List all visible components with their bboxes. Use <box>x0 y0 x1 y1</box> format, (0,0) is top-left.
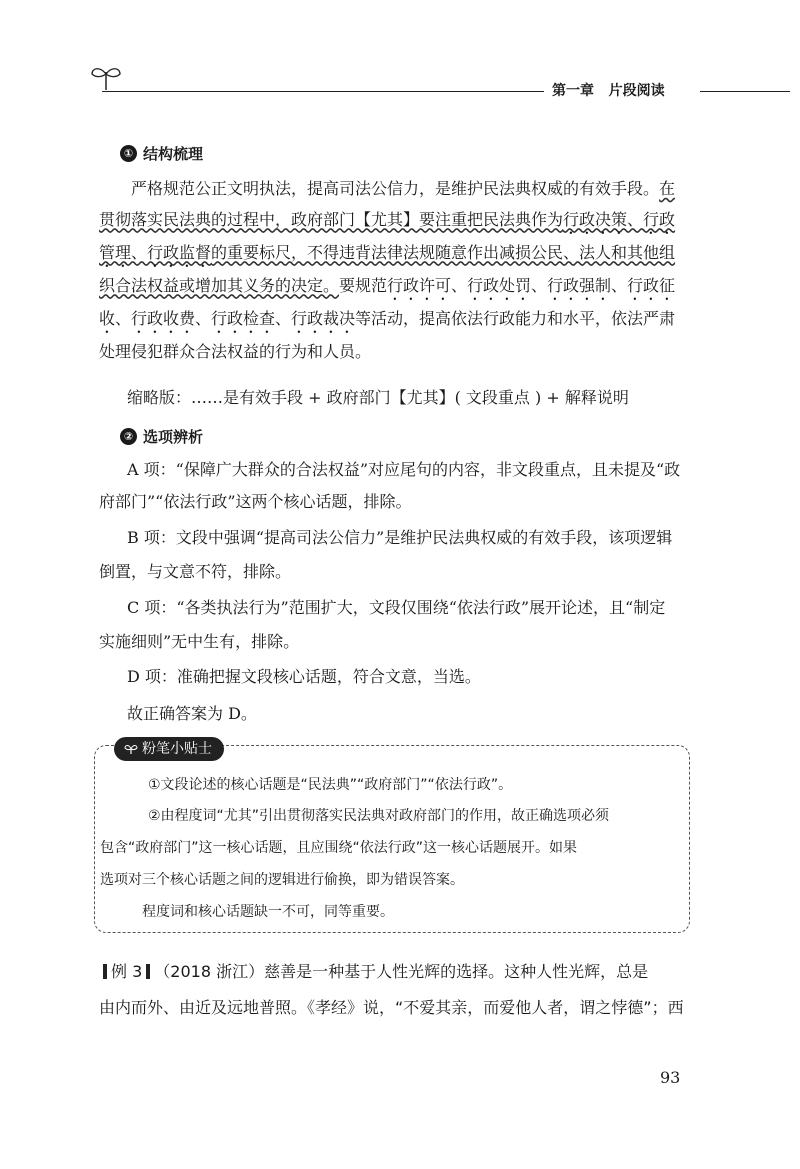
example-line-1: 例 3 （2018 浙江）慈善是一种基于人性光辉的选择。这种人性光辉，总是 <box>99 960 699 984</box>
header-rule-right <box>700 91 790 92</box>
option-c-line-2: 实施细则”无中生有，排除。 <box>99 632 300 651</box>
paragraph-plain-text: 严格规范公正文明执法，提高司法公信力，是维护民法典权威的有效手段。 <box>131 179 660 198</box>
chapter-title: 片段阅读 <box>608 83 665 99</box>
section-title: 选项辨析 <box>143 428 204 446</box>
option-a-line-2: 府部门”“依法行政”这两个核心话题，排除。 <box>99 492 412 511</box>
example-bar-right <box>146 964 150 979</box>
dotted-emphasis-text: 行政许可、行政处罚、行政强制、行政征收、行政收费、行政检查、行政裁决 <box>99 275 676 328</box>
answer-line: 故正确答案为 D。 <box>127 704 257 723</box>
sprout-icon <box>88 62 124 92</box>
option-b-line-1: B 项：文段中强调“提高司法公信力”是维护民法典权威的有效手段，该项逻辑 <box>127 528 673 547</box>
tip-badge <box>114 737 224 761</box>
summary-line: 缩略版：……是有效手段 + 政府部门【尤其】( 文段重点 ) + 解释说明 <box>127 388 629 407</box>
wavy-underlined-text: 在贯彻落实民法典的过程中，政府部门【尤其】要注重把民法典作为 <box>99 179 676 229</box>
example-label: 例 3 <box>111 962 143 981</box>
wavy-underlined-text: 的重要标尺，不得违背法律法规随意作出减损公民、法人和其他组织合法权益或增加其义务的决定。 <box>99 242 676 295</box>
section-number-badge: ② <box>120 428 137 445</box>
dotted-emphasis-text: 行政决策、行政管理、行政监督 <box>99 209 676 262</box>
section-title: 结构梳理 <box>143 145 204 163</box>
structure-paragraph <box>99 174 691 367</box>
option-b-line-2: 倒置，与文意不符，排除。 <box>99 562 292 581</box>
chapter-heading <box>552 80 697 100</box>
section-options-heading <box>120 426 203 447</box>
section-number-badge: ① <box>120 145 137 162</box>
header-rule-left <box>102 91 544 92</box>
option-a-line-1: A 项：“保障广大群众的合法权益”对应尾句的内容，非文段重点，且未提及“政 <box>127 460 681 479</box>
sprout-icon <box>124 743 138 755</box>
tip-line: 选项对三个核心话题之间的逻辑进行偷换，即为错误答案。 <box>100 872 464 888</box>
page-header <box>0 0 800 110</box>
tip-line: ①文段论述的核心话题是“民法典”“政府部门”“依法行政”。 <box>148 777 513 793</box>
paragraph-plain-text: 要规范 <box>339 275 388 295</box>
tip-line: 包含“政府部门”这一核心话题，且应围绕“依法行政”这一核心话题展开。如果 <box>100 840 578 856</box>
page-number: 93 <box>660 1068 681 1087</box>
option-c-line-1: C 项：“各类执法行为”范围扩大，文段仅围绕“依法行政”展开论述，且“制定 <box>127 598 666 617</box>
example-line-2: 由内而外、由近及远地普照。《孝经》说，“不爱其亲，而爱他人者，谓之悖德”；西 <box>99 998 684 1017</box>
tip-line: ②由程度词“尤其”引出贯彻落实民法典对政府部门的作用，故正确选项必须 <box>148 808 610 824</box>
section-structure-heading <box>120 143 203 164</box>
tip-label: 粉笔小贴士 <box>142 741 212 757</box>
chapter-number: 第一章 <box>552 83 594 99</box>
example-bar-left <box>103 964 107 979</box>
option-d-line: D 项：准确把握文段核心话题，符合文意，当选。 <box>127 667 481 686</box>
paragraph-plain-text: 等活动，提高依法行政能力和水平，依法严肃处理侵犯群众合法权益的行为和人员。 <box>99 308 676 361</box>
tip-line: 程度词和核心话题缺一不可，同等重要。 <box>142 904 394 920</box>
